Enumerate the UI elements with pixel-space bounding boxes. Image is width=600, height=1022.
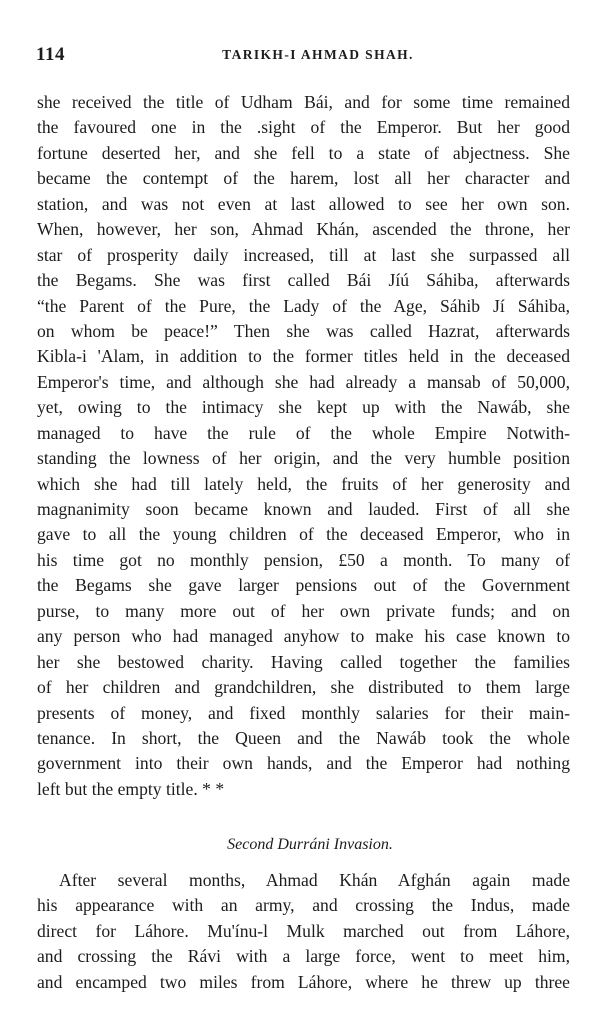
text-line: and crossing the Rávi with a large force, went to meet him, xyxy=(37,946,570,967)
text-line: magnanimity soon became known and lauded. First of all she xyxy=(37,499,570,519)
text-line: and encamped two miles from Láhore, where he threw up three xyxy=(37,971,570,992)
text-line: After several months, Ahmad Khán Afghán again made xyxy=(59,870,570,890)
paragraph-1 xyxy=(37,90,570,802)
text-line: star of prosperity daily increased, till at last she surpassed all xyxy=(37,244,570,265)
text-line: station, and was not even at last allowed to see her own son. xyxy=(37,193,570,214)
text-line: government into their own hands, and the Emperor had nothing xyxy=(37,753,570,774)
text-line: Kibla-i 'Alam, in addition to the former titles held in the deceased xyxy=(37,346,570,367)
text-line: “the Parent of the Pure, the Lady of the Age, Sáhib Jí Sáhiba, xyxy=(37,295,570,316)
text-line: yet, owing to the intimacy she kept up with the Nawáb, she xyxy=(37,397,570,418)
text-line: When, however, her son, Ahmad Khán, ascended the throne, her xyxy=(37,219,570,240)
text-line: the Begams. She was first called Bái Jíú Sáhiba, afterwards xyxy=(37,270,570,291)
running-head xyxy=(36,44,570,68)
text-line: her she bestowed charity. Having called together the families xyxy=(37,651,570,672)
text-line: Emperor's time, and although she had already a mansab of 50,000, xyxy=(37,371,570,392)
text-line: his appearance with an army, and crossing the Indus, made xyxy=(37,895,570,916)
text-line: left but the empty title. * * xyxy=(37,778,225,799)
text-line: tenance. In short, the Queen and the Nawáb took the whole xyxy=(37,727,570,748)
text-line: the favoured one in the .sight of the Emperor. But her good xyxy=(37,117,570,138)
running-title: TARIKH-I AHMAD SHAH. xyxy=(222,47,414,62)
text-line: his time got no monthly pension, £50 a month. To many of xyxy=(37,549,570,570)
text-line: became the contempt of the harem, lost all her character and xyxy=(37,168,570,189)
paragraph-2 xyxy=(37,868,570,995)
page-number: 114 xyxy=(36,44,65,65)
text-line: standing the lowness of her origin, and the very humble position xyxy=(37,448,570,469)
text-line: which she had till lately held, the fruits of her generosity and xyxy=(37,473,570,494)
text-line: gave to all the young children of the deceased Emperor, who in xyxy=(37,524,570,545)
section-heading: Second Durráni Invasion. xyxy=(227,836,393,853)
text-line: fortune deserted her, and she fell to a state of abjectness. She xyxy=(37,142,570,163)
text-line: direct for Láhore. Mu'ínu-l Mulk marched out from Láhore, xyxy=(37,920,570,941)
text-line: the Begams she gave larger pensions out of the Government xyxy=(37,575,570,596)
text-line: of her children and grandchildren, she distributed to them large xyxy=(37,677,570,698)
text-line: any person who had managed anyhow to make his case known to xyxy=(37,626,570,647)
text-line: on whom be peace!” Then she was called Hazrat, afterwards xyxy=(37,320,570,341)
text-line: she received the title of Udham Bái, and for some time remained xyxy=(37,92,570,112)
text-line: presents of money, and fixed monthly salaries for their main- xyxy=(37,702,570,723)
text-line: purse, to many more out of her own private funds; and on xyxy=(37,600,570,621)
text-line: managed to have the rule of the whole Empire Notwith- xyxy=(37,422,570,443)
